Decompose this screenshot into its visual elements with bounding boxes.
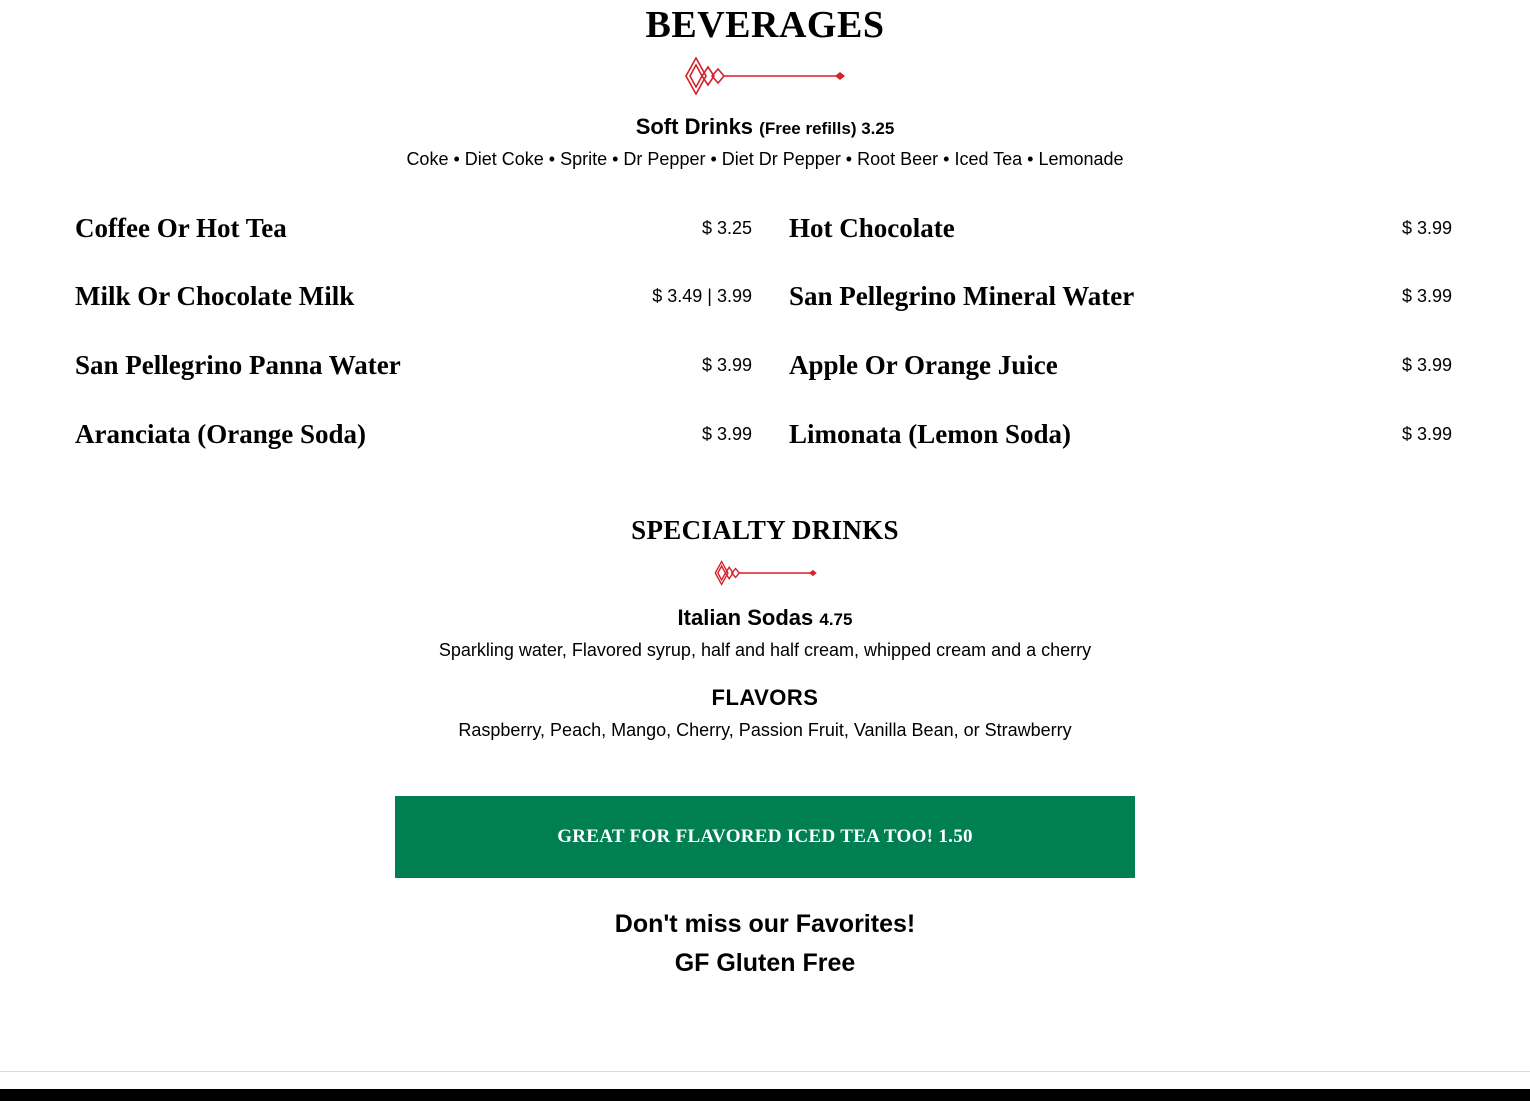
flavors-heading: FLAVORS [711, 685, 819, 710]
soft-drinks-note: (Free refills) 3.25 [759, 119, 895, 138]
italian-sodas-description: Sparkling water, Flavored syrup, half and half cream, whipped cream and a cherry [438, 640, 1092, 660]
soft-drinks-name: Soft Drinks [635, 114, 754, 139]
iced-tea-banner [395, 796, 1135, 878]
menu-item-price: $ 3.99 [1401, 218, 1452, 238]
soft-drinks-heading [0, 114, 1530, 140]
favorites-note: Don't miss our Favorites! [614, 910, 916, 938]
ornament-divider-icon [684, 56, 848, 96]
specialty-drinks-title: SPECIALTY DRINKS [631, 515, 899, 545]
flavors-list: Raspberry, Peach, Mango, Cherry, Passion Fruit, Vanilla Bean, or Strawberry [458, 720, 1072, 740]
menu-item [789, 276, 1452, 316]
menu-item-price: $ 3.99 [701, 424, 752, 444]
italian-sodas-name: Italian Sodas [677, 605, 814, 630]
menu-item-name: Coffee Or Hot Tea [75, 213, 287, 243]
menu-item-name: Limonata (Lemon Soda) [789, 419, 1072, 449]
menu-item [75, 414, 752, 454]
beverages-title: BEVERAGES [645, 4, 885, 46]
menu-item-name: San Pellegrino Mineral Water [789, 281, 1135, 311]
menu-item-name: Hot Chocolate [789, 213, 955, 243]
menu-item [789, 345, 1452, 385]
menu-item-price: $ 3.99 [1401, 286, 1452, 306]
menu-item [789, 414, 1452, 454]
menu-item-price: $ 3.99 [1401, 355, 1452, 375]
ornament-divider-icon [714, 560, 818, 586]
menu-item-price: $ 3.99 [701, 355, 752, 375]
menu-item-name: San Pellegrino Panna Water [75, 350, 401, 380]
footer-divider [0, 1071, 1530, 1072]
italian-sodas-price: 4.75 [819, 610, 853, 629]
gluten-free-legend: GF Gluten Free [674, 949, 856, 977]
menu-item-price: $ 3.99 [1401, 424, 1452, 444]
menu-item-name: Aranciata (Orange Soda) [75, 419, 366, 449]
menu-item [75, 276, 752, 316]
italian-sodas-heading [0, 605, 1530, 631]
iced-tea-banner-text: GREAT FOR FLAVORED ICED TEA TOO! 1.50 [557, 826, 973, 847]
footer-bar [0, 1089, 1530, 1101]
menu-item-name: Apple Or Orange Juice [789, 350, 1058, 380]
menu-item-name: Milk Or Chocolate Milk [75, 281, 355, 311]
menu-item [789, 208, 1452, 248]
soft-drinks-list: Coke • Diet Coke • Sprite • Dr Pepper • Diet Dr Pepper • Root Beer • Iced Tea • Lemonade [406, 149, 1124, 169]
menu-item-price: $ 3.25 [701, 218, 752, 238]
menu-item [75, 208, 752, 248]
menu-item-price: $ 3.49 | 3.99 [652, 286, 752, 306]
menu-item [75, 345, 752, 385]
